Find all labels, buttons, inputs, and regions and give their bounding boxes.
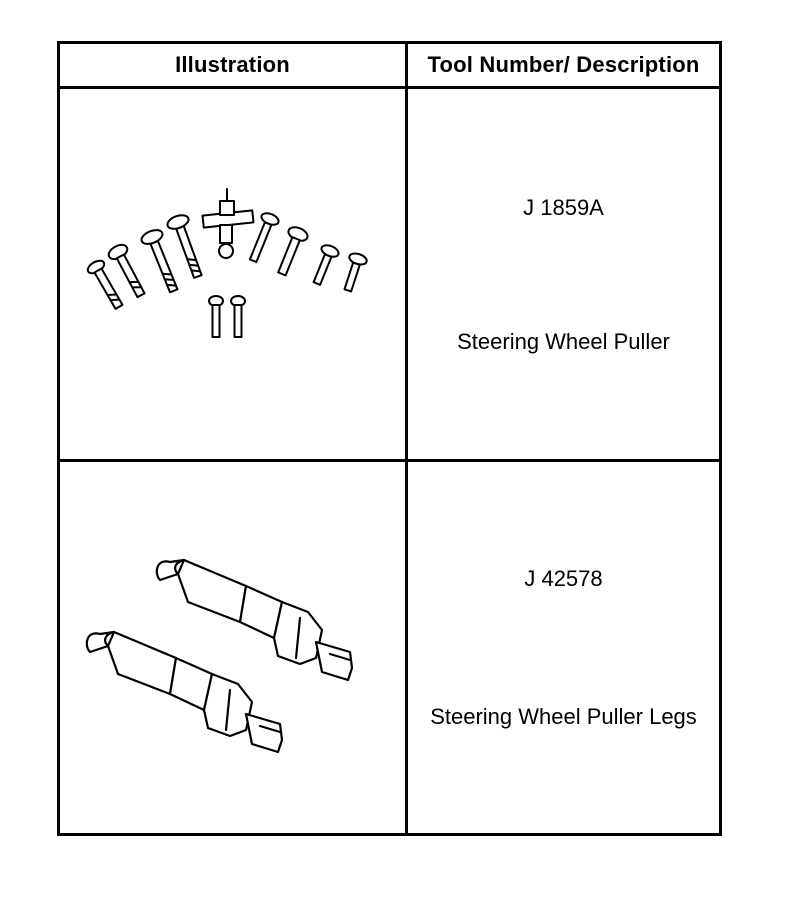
header-illustration: Illustration: [175, 52, 290, 77]
tool-number: J 1859A: [523, 195, 604, 220]
bolt-icon: [273, 225, 310, 278]
header-tool-description: Tool Number/ Description: [427, 52, 700, 77]
description-row-2: [408, 462, 719, 833]
illustration-row-2: [60, 462, 405, 833]
bolt-icon: [166, 213, 209, 281]
steering-wheel-puller-kit-icon: [60, 89, 405, 459]
puller-leg-icon: [87, 632, 282, 752]
bolt-icon: [209, 296, 223, 337]
bolt-icon: [231, 296, 245, 337]
tool-number: J 42578: [524, 566, 603, 591]
puller-yoke-icon: [203, 189, 254, 258]
description-row-1: [408, 89, 719, 459]
tool-description: Steering Wheel Puller Legs: [430, 704, 697, 729]
tool-table: [57, 41, 722, 836]
tool-description: Steering Wheel Puller: [457, 329, 670, 354]
bolt-icon: [339, 251, 368, 293]
illustration-row-1: [60, 89, 405, 459]
bolt-icon: [140, 227, 184, 295]
puller-legs-icon: [60, 462, 405, 833]
bolt-icon: [309, 243, 341, 287]
